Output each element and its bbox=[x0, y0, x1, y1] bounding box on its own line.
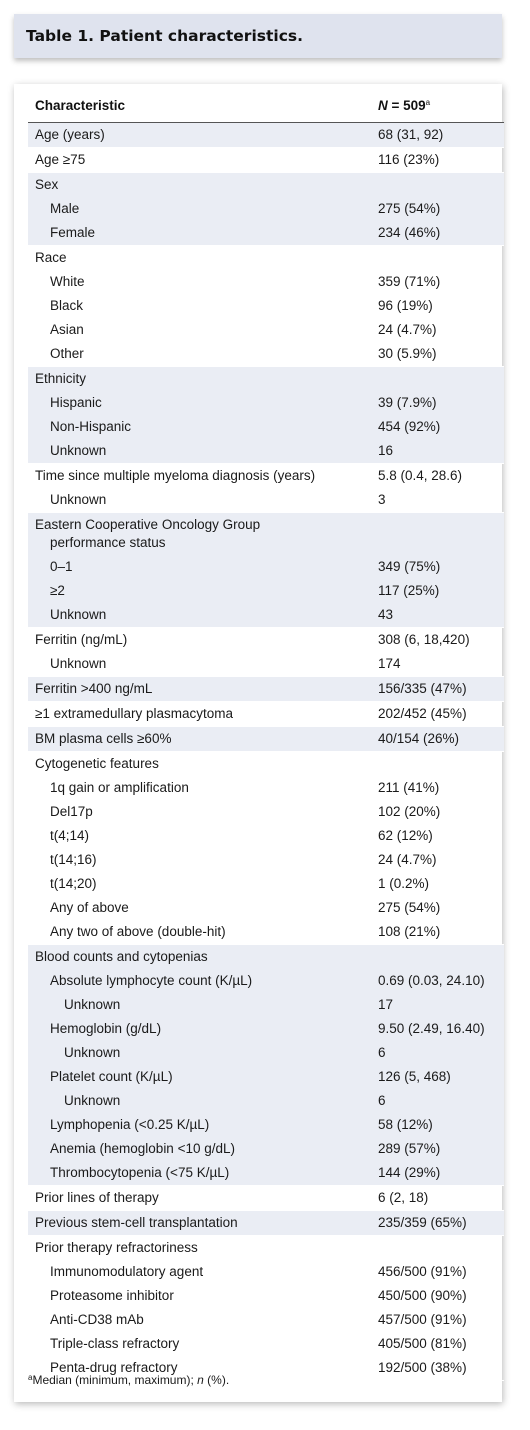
characteristic-label: Anemia (hemoglobin <10 g/dL) bbox=[50, 1141, 235, 1156]
characteristic-label: Other bbox=[50, 346, 84, 361]
value-cell: 0.69 (0.03, 24.10) bbox=[378, 973, 485, 988]
characteristic-cell bbox=[28, 367, 378, 391]
characteristic-label: Unknown bbox=[50, 443, 107, 458]
table-row bbox=[28, 1186, 504, 1210]
table-title: Table 1. Patient characteristics. bbox=[26, 27, 304, 45]
characteristic-cell bbox=[28, 896, 378, 920]
characteristic-cell bbox=[28, 1284, 378, 1308]
characteristic-label: Prior therapy refractoriness bbox=[35, 1240, 198, 1255]
characteristic-cell bbox=[28, 123, 378, 147]
value-cell: 40/154 (26%) bbox=[378, 731, 460, 746]
characteristic-label: Age ≥75 bbox=[35, 152, 86, 167]
characteristic-cell bbox=[28, 173, 378, 197]
table-row bbox=[28, 872, 504, 896]
value-cell bbox=[378, 752, 504, 776]
value-cell: 275 (54%) bbox=[378, 900, 441, 915]
value-cell: 16 bbox=[378, 443, 394, 458]
characteristic-cell bbox=[28, 727, 378, 751]
characteristic-cell bbox=[28, 488, 378, 512]
characteristic-label: Unknown bbox=[50, 492, 107, 507]
table-header bbox=[28, 84, 504, 123]
characteristic-cell bbox=[28, 148, 378, 172]
value-cell: 6 bbox=[378, 1093, 386, 1108]
value-cell bbox=[378, 1236, 504, 1260]
table-row bbox=[28, 677, 504, 701]
characteristic-cell bbox=[28, 776, 378, 800]
row-group bbox=[28, 628, 504, 677]
table-row bbox=[28, 945, 504, 969]
characteristic-cell bbox=[28, 342, 378, 366]
characteristic-cell bbox=[28, 603, 378, 627]
footnote-text-2: (%). bbox=[203, 1373, 230, 1387]
characteristic-cell bbox=[28, 391, 378, 415]
characteristic-cell bbox=[28, 652, 378, 676]
table-row bbox=[28, 439, 504, 463]
table-row bbox=[28, 173, 504, 197]
characteristic-cell bbox=[28, 800, 378, 824]
characteristic-cell bbox=[28, 579, 378, 603]
value-cell: 211 (41%) bbox=[378, 780, 440, 795]
characteristic-cell bbox=[28, 1041, 378, 1065]
characteristic-label: Del17p bbox=[50, 804, 93, 819]
table-row bbox=[28, 464, 504, 488]
table-row bbox=[28, 1236, 504, 1260]
value-cell: 275 (54%) bbox=[378, 201, 441, 216]
row-group bbox=[28, 1211, 504, 1236]
value-cell: 24 (4.7%) bbox=[378, 322, 437, 337]
value-cell: 3 bbox=[378, 492, 386, 507]
n-symbol: N bbox=[378, 98, 388, 113]
characteristic-cell bbox=[28, 246, 378, 270]
characteristic-label: 0–1 bbox=[50, 559, 73, 574]
value-cell: 234 (46%) bbox=[378, 225, 441, 240]
table-body bbox=[28, 123, 504, 1381]
characteristic-cell bbox=[28, 221, 378, 245]
table-row bbox=[28, 294, 504, 318]
table-row bbox=[28, 1017, 504, 1041]
characteristic-label: Previous stem-cell transplantation bbox=[35, 1215, 238, 1230]
value-cell: 359 (71%) bbox=[378, 274, 441, 289]
table-row bbox=[28, 1284, 504, 1308]
value-cell: 9.50 (2.49, 16.40) bbox=[378, 1021, 485, 1036]
characteristic-label: ≥1 extramedullary plasmacytoma bbox=[35, 706, 233, 721]
characteristic-cell bbox=[28, 993, 378, 1017]
characteristic-label: Unknown bbox=[50, 656, 107, 671]
characteristic-label: Ferritin (ng/mL) bbox=[35, 632, 128, 647]
value-cell: 156/335 (47%) bbox=[378, 681, 467, 696]
value-cell: 308 (6, 18,420) bbox=[378, 632, 470, 647]
characteristic-cell bbox=[28, 555, 378, 579]
characteristic-label: Eastern Cooperative Oncology Group bbox=[35, 517, 261, 532]
characteristic-label: Platelet count (K/µL) bbox=[50, 1069, 173, 1084]
table-row bbox=[28, 1332, 504, 1356]
characteristic-cell bbox=[28, 1211, 378, 1235]
characteristic-label: Any of above bbox=[50, 900, 129, 915]
value-cell bbox=[378, 367, 504, 391]
row-group bbox=[28, 677, 504, 702]
characteristic-label: Immunomodulatory agent bbox=[50, 1264, 204, 1279]
table-row bbox=[28, 1065, 504, 1089]
characteristic-label: Race bbox=[35, 250, 67, 265]
characteristic-cell bbox=[28, 1017, 378, 1041]
footnote-text-1: Median (minimum, maximum); bbox=[32, 1373, 198, 1387]
value-cell: 102 (20%) bbox=[378, 804, 441, 819]
row-group bbox=[28, 173, 504, 246]
characteristic-label: Age (years) bbox=[35, 127, 105, 142]
characteristic-label: Cytogenetic features bbox=[35, 756, 159, 771]
value-cell: 43 bbox=[378, 607, 394, 622]
characteristic-cell bbox=[28, 945, 378, 969]
n-value: = 509 bbox=[387, 98, 426, 113]
table-row bbox=[28, 488, 504, 512]
row-group bbox=[28, 464, 504, 513]
value-cell: 62 (12%) bbox=[378, 828, 433, 843]
column-header-characteristic: Characteristic bbox=[35, 98, 126, 113]
value-cell: 96 (19%) bbox=[378, 298, 433, 313]
characteristic-label: t(4;14) bbox=[50, 828, 90, 843]
characteristic-cell bbox=[28, 824, 378, 848]
value-cell: 117 (25%) bbox=[378, 583, 440, 598]
table-row bbox=[28, 1089, 504, 1113]
characteristic-label: Lymphopenia (<0.25 K/µL) bbox=[50, 1117, 210, 1132]
value-cell: 289 (57%) bbox=[378, 1141, 441, 1156]
row-group bbox=[28, 513, 504, 628]
characteristic-label: Thrombocytopenia (<75 K/µL) bbox=[50, 1165, 230, 1180]
table-row bbox=[28, 848, 504, 872]
characteristic-cell bbox=[28, 294, 378, 318]
value-cell: 68 (31, 92) bbox=[378, 127, 444, 142]
value-cell: 108 (21%) bbox=[378, 924, 441, 939]
table-row bbox=[28, 513, 504, 555]
characteristic-cell bbox=[28, 270, 378, 294]
value-cell: 450/500 (90%) bbox=[378, 1288, 467, 1303]
value-cell: 174 bbox=[378, 656, 401, 671]
row-group bbox=[28, 702, 504, 727]
characteristic-cell bbox=[28, 415, 378, 439]
table-row bbox=[28, 246, 504, 270]
characteristic-label: Unknown bbox=[64, 1045, 121, 1060]
value-cell: 1 (0.2%) bbox=[378, 876, 430, 891]
value-cell: 58 (12%) bbox=[378, 1117, 433, 1132]
characteristic-cell bbox=[28, 318, 378, 342]
characteristic-label: Any two of above (double-hit) bbox=[50, 924, 226, 939]
value-cell: 192/500 (38%) bbox=[378, 1360, 467, 1375]
value-cell: 6 (2, 18) bbox=[378, 1190, 429, 1205]
characteristic-label: Prior lines of therapy bbox=[35, 1190, 159, 1205]
value-cell: 454 (92%) bbox=[378, 419, 441, 434]
value-cell bbox=[378, 173, 504, 197]
column-header-n bbox=[378, 98, 430, 113]
value-cell: 349 (75%) bbox=[378, 559, 441, 574]
table-row bbox=[28, 270, 504, 294]
characteristic-cell bbox=[28, 677, 378, 701]
value-cell: 24 (4.7%) bbox=[378, 852, 437, 867]
table-row bbox=[28, 221, 504, 245]
row-group bbox=[28, 148, 504, 173]
footnote-n: n bbox=[197, 1373, 204, 1387]
characteristic-cell bbox=[28, 1161, 378, 1185]
table-row bbox=[28, 1137, 504, 1161]
table-row bbox=[28, 800, 504, 824]
characteristic-label: ≥2 bbox=[50, 583, 65, 598]
row-group bbox=[28, 123, 504, 148]
characteristic-label: 1q gain or amplification bbox=[50, 780, 189, 795]
value-cell: 202/452 (45%) bbox=[378, 706, 467, 721]
characteristic-label: Time since multiple myeloma diagnosis (years) bbox=[35, 468, 316, 483]
table-row bbox=[28, 727, 504, 751]
characteristic-cell bbox=[28, 464, 378, 488]
value-cell bbox=[378, 513, 504, 555]
table-row bbox=[28, 148, 504, 172]
characteristic-label: Hispanic bbox=[50, 395, 102, 410]
table-footnote bbox=[28, 1373, 229, 1387]
characteristic-cell bbox=[28, 1113, 378, 1137]
value-cell: 456/500 (91%) bbox=[378, 1264, 467, 1279]
characteristic-cell bbox=[28, 872, 378, 896]
characteristic-cell bbox=[28, 1332, 378, 1356]
table-row bbox=[28, 1041, 504, 1065]
characteristic-label: Unknown bbox=[64, 1093, 121, 1108]
value-cell: 405/500 (81%) bbox=[378, 1336, 467, 1351]
row-group bbox=[28, 1186, 504, 1211]
characteristic-label: Unknown bbox=[50, 607, 107, 622]
value-cell: 144 (29%) bbox=[378, 1165, 441, 1180]
n-footnote-mark: a bbox=[425, 98, 431, 107]
table-row bbox=[28, 342, 504, 366]
table-row bbox=[28, 391, 504, 415]
value-cell: 5.8 (0.4, 28.6) bbox=[378, 468, 463, 483]
value-cell: 30 (5.9%) bbox=[378, 346, 437, 361]
characteristic-label: t(14;16) bbox=[50, 852, 97, 867]
row-group bbox=[28, 367, 504, 464]
table-row bbox=[28, 993, 504, 1017]
value-cell: 457/500 (91%) bbox=[378, 1312, 467, 1327]
characteristic-cell bbox=[28, 969, 378, 993]
characteristic-cell bbox=[28, 848, 378, 872]
table-row bbox=[28, 628, 504, 652]
characteristic-cell bbox=[28, 920, 378, 944]
row-group bbox=[28, 727, 504, 752]
table-card bbox=[14, 84, 502, 1402]
characteristic-cell bbox=[28, 1137, 378, 1161]
characteristic-cell bbox=[28, 1065, 378, 1089]
table-row bbox=[28, 1161, 504, 1185]
table-row bbox=[28, 367, 504, 391]
characteristic-cell bbox=[28, 1089, 378, 1113]
row-group bbox=[28, 945, 504, 1186]
characteristic-label: t(14;20) bbox=[50, 876, 97, 891]
row-group bbox=[28, 1236, 504, 1381]
characteristic-label: BM plasma cells ≥60% bbox=[35, 731, 172, 746]
table-row bbox=[28, 318, 504, 342]
table-row bbox=[28, 1260, 504, 1284]
characteristic-label: Non-Hispanic bbox=[50, 419, 132, 434]
table-row bbox=[28, 1211, 504, 1235]
characteristic-cell bbox=[28, 439, 378, 463]
table-row bbox=[28, 920, 504, 944]
characteristic-label-continued: performance status bbox=[50, 535, 166, 550]
table-row bbox=[28, 603, 504, 627]
row-group bbox=[28, 246, 504, 367]
characteristic-cell bbox=[28, 513, 378, 555]
characteristic-label: Penta-drug refractory bbox=[50, 1360, 178, 1375]
value-cell: 6 bbox=[378, 1045, 386, 1060]
characteristic-label: Proteasome inhibitor bbox=[50, 1288, 174, 1303]
characteristic-cell bbox=[28, 1308, 378, 1332]
characteristic-label: Hemoglobin (g/dL) bbox=[50, 1021, 162, 1036]
characteristic-label: Ethnicity bbox=[35, 371, 87, 386]
table-row bbox=[28, 415, 504, 439]
characteristic-cell bbox=[28, 628, 378, 652]
characteristic-label: Male bbox=[50, 201, 80, 216]
value-cell bbox=[378, 945, 504, 969]
characteristic-cell bbox=[28, 1260, 378, 1284]
characteristic-label: Unknown bbox=[64, 997, 121, 1012]
characteristic-cell bbox=[28, 702, 378, 726]
table-row bbox=[28, 1308, 504, 1332]
characteristic-cell bbox=[28, 1186, 378, 1210]
characteristic-cell bbox=[28, 197, 378, 221]
value-cell: 116 (23%) bbox=[378, 152, 440, 167]
table-title-bar bbox=[14, 14, 502, 58]
characteristic-label: Anti-CD38 mAb bbox=[50, 1312, 144, 1327]
value-cell: 17 bbox=[378, 997, 394, 1012]
characteristic-cell bbox=[28, 1236, 378, 1260]
value-cell bbox=[378, 246, 504, 270]
table-row bbox=[28, 579, 504, 603]
characteristic-label: Blood counts and cytopenias bbox=[35, 949, 208, 964]
table-row bbox=[28, 197, 504, 221]
value-cell: 39 (7.9%) bbox=[378, 395, 437, 410]
table-row bbox=[28, 752, 504, 776]
row-group bbox=[28, 752, 504, 945]
characteristic-label: Triple-class refractory bbox=[50, 1336, 180, 1351]
characteristic-label: Ferritin >400 ng/mL bbox=[35, 681, 153, 696]
characteristic-label: Black bbox=[50, 298, 84, 313]
table-row bbox=[28, 1113, 504, 1137]
table-row bbox=[28, 969, 504, 993]
table-row bbox=[28, 555, 504, 579]
table-row bbox=[28, 824, 504, 848]
characteristic-label: Absolute lymphocyte count (K/µL) bbox=[50, 973, 253, 988]
characteristic-label: Female bbox=[50, 225, 96, 240]
table-row bbox=[28, 776, 504, 800]
table-row bbox=[28, 123, 504, 147]
characteristic-label: Asian bbox=[50, 322, 84, 337]
characteristic-label: White bbox=[50, 274, 85, 289]
value-cell: 126 (5, 468) bbox=[378, 1069, 451, 1084]
footnote-mark: a bbox=[28, 1373, 33, 1382]
table-row bbox=[28, 702, 504, 726]
characteristic-label: Sex bbox=[35, 177, 59, 192]
table-row bbox=[28, 652, 504, 676]
value-cell: 235/359 (65%) bbox=[378, 1215, 467, 1230]
characteristic-cell bbox=[28, 752, 378, 776]
table-row bbox=[28, 896, 504, 920]
